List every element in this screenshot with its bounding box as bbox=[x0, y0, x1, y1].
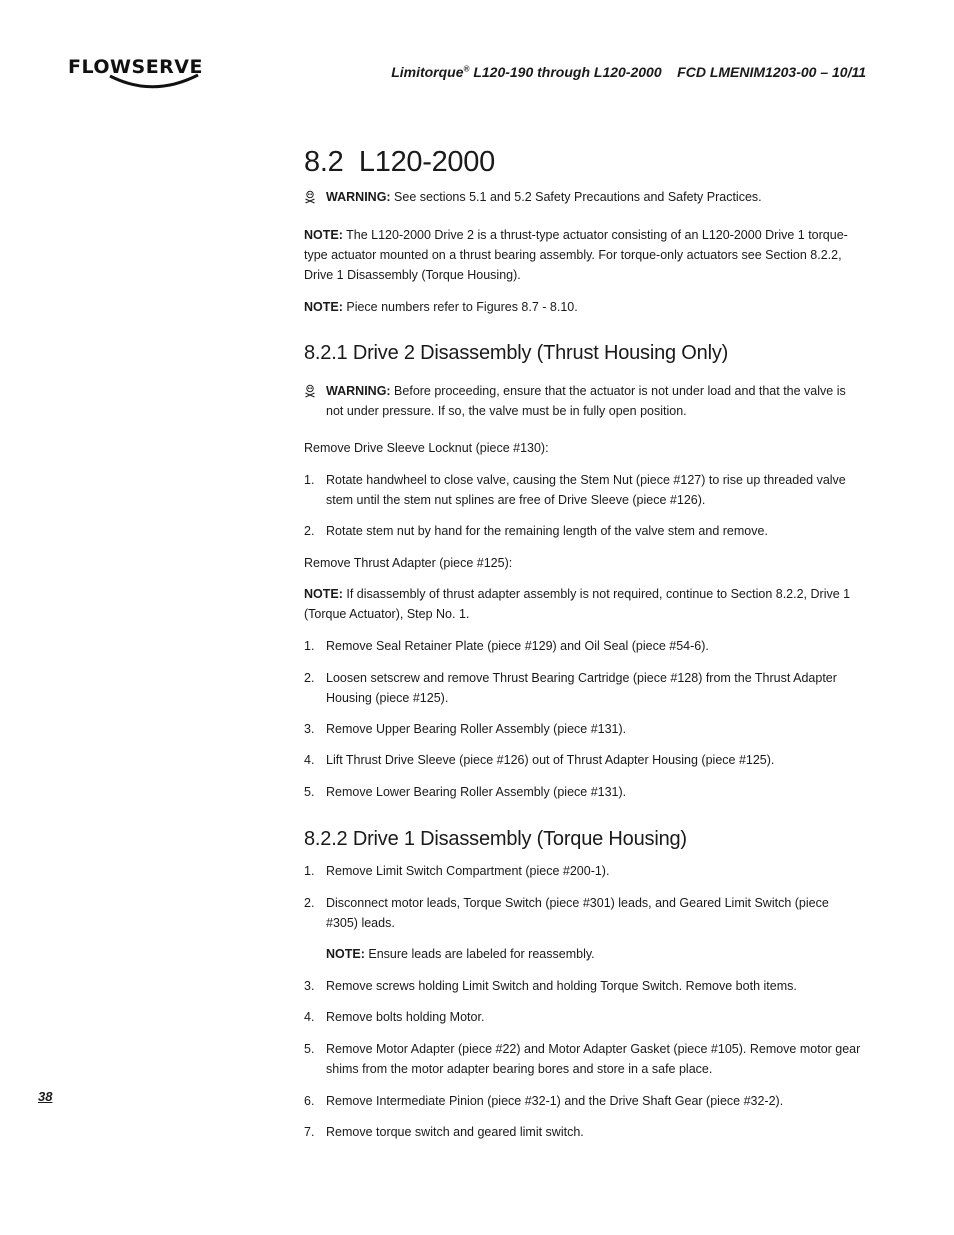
step-text: Remove Upper Bearing Roller Assembly (piece #131). bbox=[326, 722, 627, 736]
warning-text: Before proceeding, ensure that the actuator is not under load and that the valve is not under pressure. If so, the valve must be in fully open position. bbox=[326, 384, 846, 418]
skull-warning-icon bbox=[304, 190, 316, 204]
step-text: Remove Lower Bearing Roller Assembly (piece #131). bbox=[326, 785, 627, 799]
registered-mark: ® bbox=[463, 64, 470, 74]
warning-text: See sections 5.1 and 5.2 Safety Precautions and Safety Practices. bbox=[390, 190, 762, 204]
page-number: 38 bbox=[38, 1089, 53, 1104]
step-number: 5. bbox=[304, 785, 315, 799]
note-text: Ensure leads are labeled for reassembly. bbox=[364, 947, 595, 961]
list-item bbox=[304, 1007, 864, 1027]
step-number: 2. bbox=[304, 524, 315, 538]
step-number: 1. bbox=[304, 473, 315, 487]
step-number: 4. bbox=[304, 753, 315, 767]
step-text: Remove Limit Switch Compartment (piece #200-1). bbox=[326, 864, 610, 878]
logo-swoosh-icon bbox=[108, 72, 208, 94]
section-title: 8.2 L120-2000 bbox=[304, 146, 495, 178]
list-item bbox=[304, 861, 864, 881]
step-text: Remove Intermediate Pinion (piece #32-1) and the Drive Shaft Gear (piece #32-2). bbox=[326, 1094, 784, 1108]
list-item bbox=[304, 782, 864, 802]
step-text: Remove torque switch and geared limit switch. bbox=[326, 1125, 584, 1139]
list-item bbox=[304, 750, 864, 770]
note-paragraph bbox=[304, 297, 864, 317]
step-number: 7. bbox=[304, 1125, 315, 1139]
note-text: The L120-2000 Drive 2 is a thrust-type actuator consisting of an L120-2000 Drive 1 torque-type actuator mounted on a thrust bearing assembly. For torque-only actuators see Section 8.2.2, Drive 1 Disassembly (Torque Housing). bbox=[304, 228, 848, 282]
subsection-title: 8.2.2 Drive 1 Disassembly (Torque Housing) bbox=[304, 828, 687, 850]
step-text: Rotate stem nut by hand for the remaining length of the valve stem and remove. bbox=[326, 524, 768, 538]
warning-label: WARNING: bbox=[326, 190, 391, 204]
list-item bbox=[304, 1039, 864, 1079]
logo-text: FLOWSERVE bbox=[68, 56, 203, 78]
step-text: Remove Motor Adapter (piece #22) and Motor Adapter Gasket (piece #105). Remove motor gear shims from the motor adapter bearing bores and store in a safe place. bbox=[326, 1042, 861, 1076]
list-item bbox=[304, 470, 864, 510]
step-text: Loosen setscrew and remove Thrust Bearing Cartridge (piece #128) from the Thrust Adapter Housing (piece #125). bbox=[326, 671, 837, 705]
subsection-title: 8.2.1 Drive 2 Disassembly (Thrust Housing Only) bbox=[304, 342, 729, 364]
step-number: 1. bbox=[304, 639, 315, 653]
list-item bbox=[304, 1122, 864, 1142]
step-number: 2. bbox=[304, 671, 315, 685]
step-text: Rotate handwheel to close valve, causing the Stem Nut (piece #127) to rise up threaded valve stem until the stem nut splines are free of Drive Sleeve (piece #126). bbox=[326, 473, 846, 507]
step-text: Remove bolts holding Motor. bbox=[326, 1010, 485, 1024]
note-label: NOTE: bbox=[304, 228, 343, 242]
step-text: Lift Thrust Drive Sleeve (piece #126) out of Thrust Adapter Housing (piece #125). bbox=[326, 753, 775, 767]
list-item bbox=[304, 719, 864, 739]
step-number: 2. bbox=[304, 896, 315, 910]
note-label: NOTE: bbox=[304, 587, 343, 601]
brand-name: Limitorque bbox=[391, 64, 464, 80]
note-paragraph bbox=[304, 225, 864, 285]
step-number: 6. bbox=[304, 1094, 315, 1108]
step-number: 3. bbox=[304, 979, 315, 993]
note-label: NOTE: bbox=[326, 947, 365, 961]
flowserve-logo bbox=[68, 56, 208, 96]
note-label: NOTE: bbox=[304, 300, 343, 314]
warning-paragraph bbox=[304, 381, 864, 421]
note-paragraph bbox=[304, 584, 864, 624]
step-number: 3. bbox=[304, 722, 315, 736]
step-text: Disconnect motor leads, Torque Switch (piece #301) leads, and Geared Limit Switch (piece #305) leads. bbox=[326, 896, 829, 930]
document-title: L120-190 through L120-2000 FCD LMENIM1203-00 – 10/11 bbox=[469, 64, 866, 80]
skull-warning-icon bbox=[304, 384, 316, 398]
list-item bbox=[304, 976, 864, 996]
list-item bbox=[304, 893, 864, 933]
procedure-intro: Remove Thrust Adapter (piece #125): bbox=[304, 556, 513, 570]
warning-label: WARNING: bbox=[326, 384, 391, 398]
list-item bbox=[304, 636, 864, 656]
note-paragraph bbox=[304, 944, 864, 964]
list-item bbox=[304, 1091, 864, 1111]
list-item bbox=[304, 668, 864, 708]
procedure-intro: Remove Drive Sleeve Locknut (piece #130): bbox=[304, 441, 549, 455]
warning-paragraph bbox=[304, 187, 864, 207]
step-number: 5. bbox=[304, 1042, 315, 1056]
note-text: If disassembly of thrust adapter assembly is not required, continue to Section 8.2.2, Drive 1 (Torque Actuator), Step No. 1. bbox=[304, 587, 851, 621]
step-number: 1. bbox=[304, 864, 315, 878]
step-text: Remove screws holding Limit Switch and holding Torque Switch. Remove both items. bbox=[326, 979, 797, 993]
document-header bbox=[391, 64, 866, 80]
step-text: Remove Seal Retainer Plate (piece #129) and Oil Seal (piece #54-6). bbox=[326, 639, 709, 653]
note-text: Piece numbers refer to Figures 8.7 - 8.10. bbox=[342, 300, 578, 314]
list-item bbox=[304, 521, 864, 541]
step-number: 4. bbox=[304, 1010, 315, 1024]
